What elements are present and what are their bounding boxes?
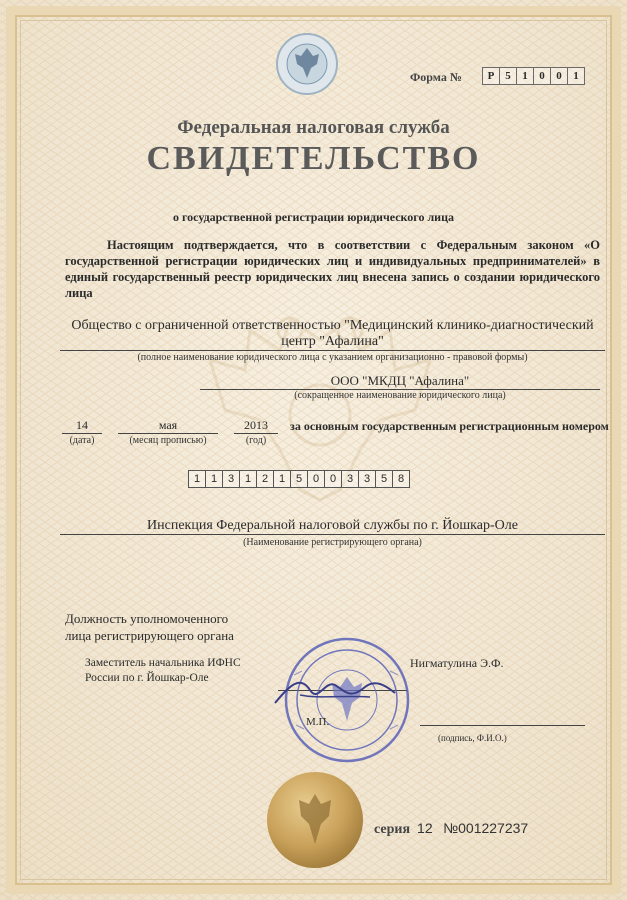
ogrn-digit: 3 bbox=[358, 470, 376, 488]
series-code: 12 bbox=[417, 820, 433, 836]
ogrn-digit: 0 bbox=[307, 470, 325, 488]
stamp-place-label: М.П. bbox=[306, 716, 330, 728]
authority-hint: (Наименование регистрирующего органа) bbox=[243, 537, 422, 548]
form-digit: Р bbox=[482, 67, 500, 85]
ogrn-digit: 1 bbox=[205, 470, 223, 488]
form-digit: 1 bbox=[516, 67, 534, 85]
ogrn-digit: 8 bbox=[392, 470, 410, 488]
form-digit: 1 bbox=[567, 67, 585, 85]
confirmation-paragraph: Настоящим подтверждается, что в соответствии с Федеральным законом «О государственной регистрации юридических лиц и индивидуальных предпринимателей» в единый государственный реестр юридических лиц внесена запись о создании юридического лица bbox=[65, 238, 600, 300]
form-digit: 0 bbox=[533, 67, 551, 85]
reg-day: 14 bbox=[62, 418, 102, 434]
official-position-label bbox=[65, 610, 234, 644]
ogrn-digit: 0 bbox=[324, 470, 342, 488]
deputy-line-1: Заместитель начальника ИФНС bbox=[85, 657, 241, 669]
form-number-boxes bbox=[482, 67, 584, 85]
ogrn-digit: 5 bbox=[375, 470, 393, 488]
form-digit: 0 bbox=[550, 67, 568, 85]
form-number-label: Форма № bbox=[410, 70, 462, 84]
document-subtitle: о государственной регистрации юридического лица bbox=[173, 210, 454, 224]
registering-authority: Инспекция Федеральной налоговой службы по г. Йошкар-Оле bbox=[60, 518, 605, 535]
ogrn-digit: 5 bbox=[290, 470, 308, 488]
ogrn-digit: 1 bbox=[273, 470, 291, 488]
short-name-hint: (сокращенное наименование юридического лица) bbox=[294, 390, 506, 401]
document-title: СВИДЕТЕЛЬСТВО bbox=[146, 140, 481, 177]
ogrn-digit: 2 bbox=[256, 470, 274, 488]
series-label: серия bbox=[374, 822, 411, 837]
gold-seal-icon bbox=[265, 770, 365, 870]
reg-month: мая bbox=[118, 418, 218, 434]
official-line-1: Должность уполномоченного bbox=[65, 611, 229, 626]
series-number bbox=[374, 820, 528, 838]
official-line-2: лица регистрирующего органа bbox=[65, 628, 234, 643]
form-digit: 5 bbox=[499, 67, 517, 85]
ogrn-digit: 3 bbox=[341, 470, 359, 488]
fns-emblem-icon bbox=[275, 32, 339, 96]
certificate-number: №001227237 bbox=[443, 820, 529, 836]
reg-number-label: за основным государственным регистрационным номером bbox=[290, 419, 609, 433]
full-name-hint: (полное наименование юридического лица с указанием организационно - правовой формы) bbox=[137, 352, 528, 363]
reg-year: 2013 bbox=[234, 418, 278, 434]
name-line bbox=[420, 725, 585, 726]
full-legal-name: Общество с ограниченной ответственностью "Медицинский клинико-диагностический центр "Афалина" bbox=[60, 318, 605, 351]
short-legal-name: ООО "МКДЦ "Афалина" bbox=[200, 373, 600, 390]
ogrn-digit: 3 bbox=[222, 470, 240, 488]
handwritten-signature bbox=[270, 665, 400, 715]
ogrn-boxes bbox=[188, 470, 409, 488]
year-hint: (год) bbox=[245, 435, 267, 446]
ogrn-digit: 1 bbox=[188, 470, 206, 488]
month-hint: (месяц прописью) bbox=[129, 435, 207, 446]
deputy-position bbox=[85, 656, 241, 686]
day-hint: (дата) bbox=[69, 435, 95, 446]
ogrn-digit: 1 bbox=[239, 470, 257, 488]
agency-name: Федеральная налоговая служба bbox=[177, 117, 450, 138]
deputy-line-2: России по г. Йошкар-Оле bbox=[85, 672, 209, 684]
signature-hint: (подпись, Ф.И.О.) bbox=[438, 733, 507, 743]
signatory-name: Нигматулина Э.Ф. bbox=[410, 656, 504, 670]
